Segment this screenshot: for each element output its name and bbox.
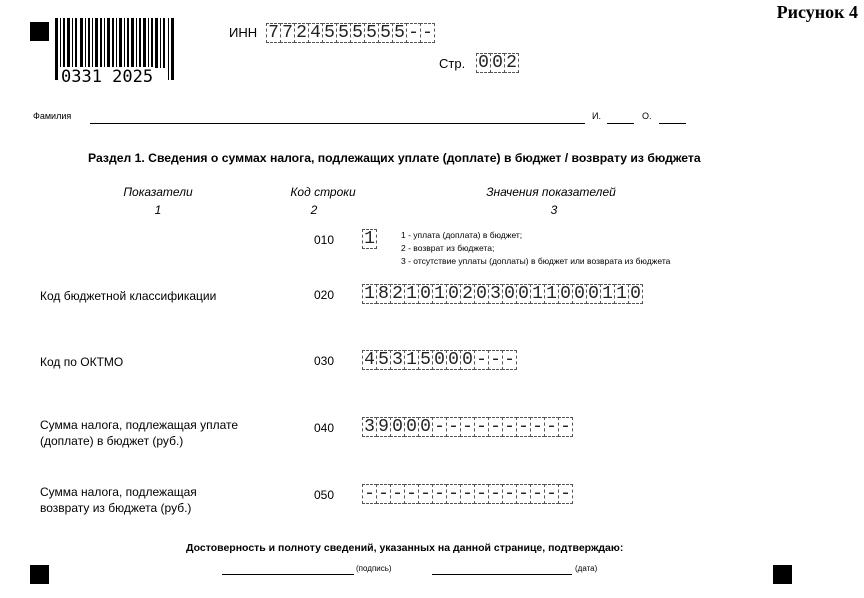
row-030-cell[interactable]: 5 [376,350,391,370]
row-050-cell[interactable]: - [446,484,461,504]
row-020-cell[interactable]: 1 [600,284,615,304]
initial1-label: И. [592,111,601,121]
corner-marker-top-left [30,22,49,41]
row-050-cell[interactable]: - [376,484,391,504]
row-050-label: Сумма налога, подлежащая возврату из бюджета (руб.) [40,485,197,515]
row-020-cell[interactable]: 0 [516,284,531,304]
row-020-cell[interactable]: 8 [376,284,391,304]
row-040-cell[interactable]: - [502,417,517,437]
initial1-line[interactable] [607,123,634,124]
row-040-cell[interactable]: 0 [404,417,419,437]
row-020-cell[interactable]: 0 [572,284,587,304]
row-030-cell[interactable]: 4 [362,350,377,370]
row-050-cell[interactable]: - [502,484,517,504]
row-050-cell[interactable]: - [530,484,545,504]
row-040-cell[interactable]: - [446,417,461,437]
row-030-cell[interactable]: - [502,350,517,370]
inn-field[interactable] [266,23,434,43]
row-040-cell[interactable]: - [516,417,531,437]
row-040-cell[interactable]: - [432,417,447,437]
row-020-cell[interactable]: 0 [558,284,573,304]
row-040-label: Сумма налога, подлежащая уплате (доплате) в бюджет (руб.) [40,418,239,448]
row-050-cell[interactable]: - [474,484,489,504]
row-040-cells[interactable] [362,417,572,437]
inn-cell[interactable]: - [420,23,435,43]
barcode-number: 0331 2025 [61,67,154,87]
row-010-option-2: 2 - возврат из бюджета; [401,243,495,253]
row-030-cell[interactable]: 1 [404,350,419,370]
signature-line[interactable] [222,574,354,575]
row-020-cell[interactable]: 0 [446,284,461,304]
row-040-cell[interactable]: - [474,417,489,437]
row-020-cell[interactable]: 2 [390,284,405,304]
row-020-cell[interactable]: 0 [418,284,433,304]
row-020-code: 020 [314,288,335,302]
row-020-cell[interactable]: 0 [502,284,517,304]
row-020-cell[interactable]: 0 [586,284,601,304]
row-040-cell[interactable]: 0 [418,417,433,437]
row-030-cell[interactable]: 0 [432,350,447,370]
row-020-cell[interactable]: 0 [474,284,489,304]
row-020-cell[interactable]: 0 [628,284,643,304]
column-header-line-code: Код строки [290,185,356,199]
row-020-cell[interactable]: 1 [544,284,559,304]
section-title: Раздел 1. Сведения о суммах налога, подлежащих уплате (доплате) в бюджет / возврату из бюджета [88,151,701,165]
inn-cell[interactable]: 7 [280,23,295,43]
row-030-code: 030 [314,354,335,368]
surname-label: Фамилия [33,111,72,121]
row-030-cells[interactable] [362,350,516,370]
column-header-values: Значения показателей [486,185,616,199]
row-040-cell[interactable]: 3 [362,417,377,437]
page-label: Стр. [439,56,466,71]
column-number-2: 2 [310,203,318,217]
page-cell[interactable]: 2 [504,53,519,73]
inn-cell[interactable]: 5 [336,23,351,43]
row-020-cell[interactable]: 1 [614,284,629,304]
row-020-cell[interactable]: 1 [362,284,377,304]
row-040-cell[interactable]: - [558,417,573,437]
barcode [55,18,177,93]
row-050-cell[interactable]: - [404,484,419,504]
surname-line[interactable] [90,123,585,124]
page-cell[interactable]: 0 [476,53,491,73]
row-030-cell[interactable]: 0 [446,350,461,370]
inn-cell[interactable]: 5 [322,23,337,43]
row-040-cell[interactable]: - [544,417,559,437]
row-020-cell[interactable]: 2 [460,284,475,304]
inn-cell[interactable]: 5 [350,23,365,43]
row-050-cell[interactable]: - [432,484,447,504]
date-line[interactable] [432,574,572,575]
row-020-cell[interactable]: 1 [530,284,545,304]
row-050-cell[interactable]: - [418,484,433,504]
row-050-cells[interactable] [362,484,572,504]
row-010-option-3: 3 - отсутствие уплаты (доплаты) в бюджет или возврата из бюджета [401,256,671,266]
row-040-cell[interactable]: - [530,417,545,437]
row-020-cells[interactable] [362,284,642,304]
confirmation-text: Достоверность и полноту сведений, указанных на данной странице, подтверждаю: [186,542,624,554]
page-cell[interactable]: 0 [490,53,505,73]
page-number-field[interactable] [476,53,518,73]
row-010-cell[interactable]: 1 [362,229,377,249]
row-050-cell[interactable]: - [544,484,559,504]
row-040-cell[interactable]: 9 [376,417,391,437]
inn-label: ИНН [229,25,258,40]
row-020-cell[interactable]: 1 [432,284,447,304]
initial2-label: О. [642,111,652,121]
row-030-cell[interactable]: 5 [418,350,433,370]
signature-label: (подпись) [356,564,392,573]
row-050-cell[interactable]: - [460,484,475,504]
row-050-cell[interactable]: - [362,484,377,504]
corner-marker-bottom-right [773,565,792,584]
date-label: (дата) [575,564,598,573]
inn-cell[interactable]: 4 [308,23,323,43]
row-040-cell[interactable]: - [460,417,475,437]
column-number-1: 1 [154,203,162,217]
row-030-label: Код по ОКТМО [40,355,124,369]
row-030-cell[interactable]: 3 [390,350,405,370]
row-020-label: Код бюджетной классификации [40,289,217,303]
row-050-code: 050 [314,488,335,502]
row-040-code: 040 [314,421,335,435]
row-040-cell[interactable]: - [488,417,503,437]
row-030-cell[interactable]: - [488,350,503,370]
row-050-cell[interactable]: - [390,484,405,504]
row-030-cell[interactable]: 0 [460,350,475,370]
inn-cell[interactable]: 5 [378,23,393,43]
inn-cell[interactable]: 2 [294,23,309,43]
inn-cell[interactable]: 7 [266,23,281,43]
row-010-cells[interactable] [362,229,376,249]
row-020-cell[interactable]: 1 [404,284,419,304]
column-number-3: 3 [550,203,558,217]
row-010-option-1: 1 - уплата (доплата) в бюджет; [401,230,523,240]
column-header-indicators: Показатели [123,185,193,199]
row-050-cell[interactable]: - [516,484,531,504]
figure-label: Рисунок 4 [776,2,858,22]
initial2-line[interactable] [659,123,686,124]
row-010-code: 010 [314,233,335,247]
inn-cell[interactable]: - [406,23,421,43]
row-030-cell[interactable]: - [474,350,489,370]
row-040-cell[interactable]: 0 [390,417,405,437]
inn-cell[interactable]: 5 [392,23,407,43]
row-050-cell[interactable]: - [488,484,503,504]
row-050-cell[interactable]: - [558,484,573,504]
inn-cell[interactable]: 5 [364,23,379,43]
corner-marker-bottom-left [30,565,49,584]
row-020-cell[interactable]: 3 [488,284,503,304]
